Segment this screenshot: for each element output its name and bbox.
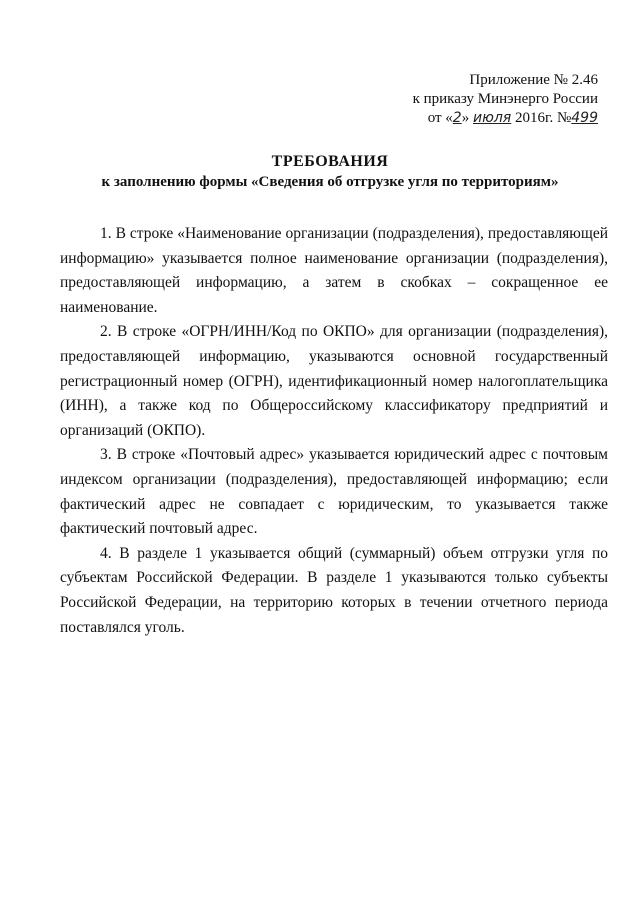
paragraph-2: 2. В строке «ОГРН/ИНН/Код по ОКПО» для организации (подразделения), предоставляющей информацию, указываются основной государственный регистрационный номер (ОГРН), идентификационный номер налогоплательщика (ИНН), а также код по Общероссийскому классификатору предприятий и организаций (ОКПО). (60, 323, 608, 439)
appendix-header (368, 71, 598, 128)
handwritten-order-number: 499 (571, 110, 598, 126)
handwritten-day: 2 (452, 110, 462, 126)
order-reference: к приказу Минэнерго России (412, 91, 598, 107)
handwritten-month: июля (472, 110, 512, 126)
date-suffix: г. № (544, 110, 572, 126)
date-year: 2016 (514, 110, 545, 126)
date-prefix: от « (427, 110, 453, 126)
paragraph-3: 3. В строке «Почтовый адрес» указывается юридический адрес с почтовым индексом организации (подразделения), предоставляющей информацию; если фактический адрес не совпадает с юридическим, то указывается также фактический почтовый адрес. (60, 446, 608, 538)
title-subtitle: к заполнению формы «Сведения об отгрузке угля по территориям» (101, 174, 559, 190)
date-mid: » (461, 110, 470, 126)
requirements-body (60, 222, 608, 640)
title-main: ТРЕБОВАНИЯ (271, 153, 389, 170)
document-title (60, 152, 600, 192)
paragraph-1: 1. В строке «Наименование организации (подразделения), предоставляющей информацию» указывается полное наименование организации (подразделения), предоставляющей информацию, а затем в скобках – сокращенное ее наименование. (60, 225, 608, 316)
appendix-number: Приложение № 2.46 (469, 72, 598, 88)
order-date-line (368, 109, 598, 128)
paragraph-4: 4. В разделе 1 указывается общий (суммарный) объем отгрузки угля по субъектам Российской Федерации. В разделе 1 указываются только субъекты Российской Федерации, на территорию которых в течении отчетного периода поставлялся уголь. (60, 544, 608, 636)
